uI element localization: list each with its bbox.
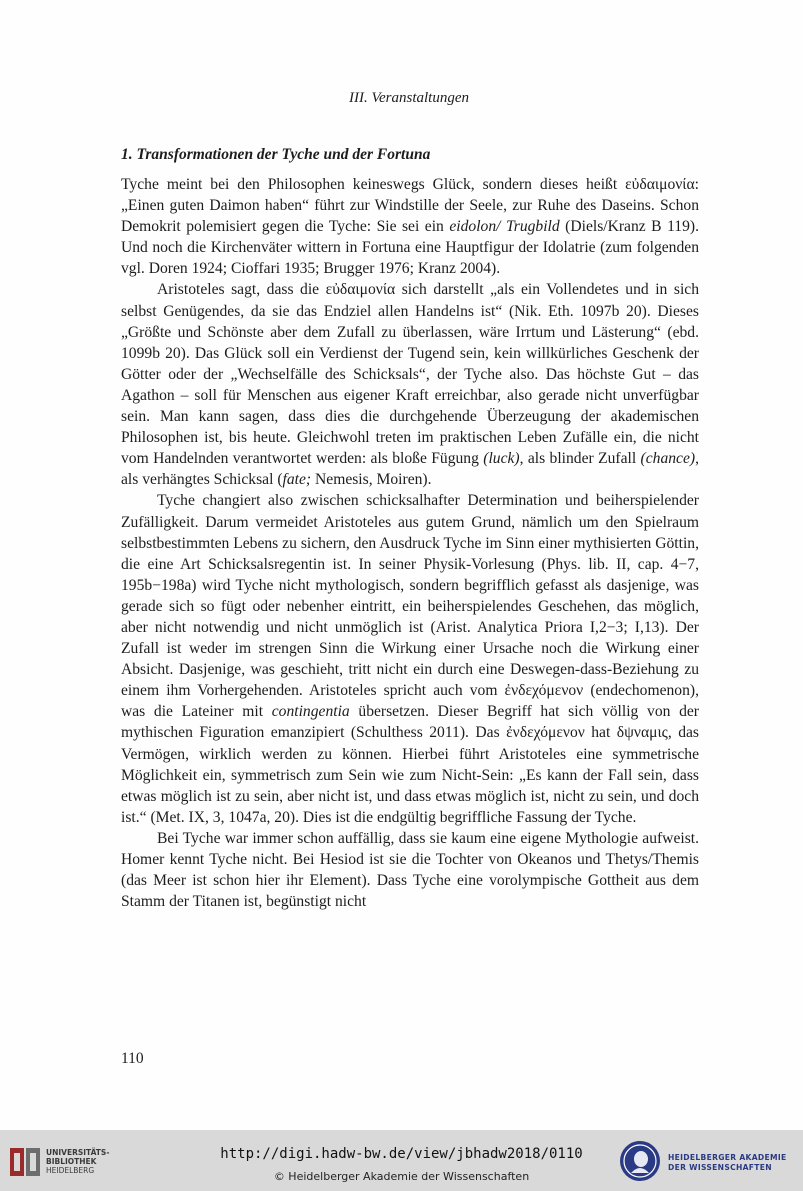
paragraph-text: (Diels/Kranz B 119). Und noch die Kirchenväter wittern in Fortuna eine Hauptfigur der Idolatrie (zum folgenden vgl. Doren 1924; Cioffari 1935; Brugger 1976; Kranz 2004).: [121, 218, 699, 278]
paragraph: [121, 279, 699, 490]
italic-text: contingentia: [271, 703, 350, 721]
running-header: III. Veranstaltungen: [349, 90, 469, 106]
paragraph: [121, 174, 699, 279]
academy-seal-icon: [618, 1139, 662, 1183]
paragraph: [121, 828, 699, 912]
italic-text: fate;: [282, 471, 312, 489]
library-logo-line: UNIVERSITÄTS-: [46, 1148, 110, 1157]
paragraph-text: , als blinder Zufall: [519, 450, 641, 468]
source-url-link[interactable]: http://digi.hadw-bw.de/view/jbhadw2018/0110: [220, 1146, 583, 1162]
italic-text: (chance): [640, 450, 696, 468]
paragraph-text: Tyche meint bei den Philosophen keineswegs Glück, sondern dieses heißt εὐδαιμονία: „Einen guten Daimon haben“ führt zur Windstille der Seele, zur Ruhe des Daseins. Schon Demokrit polemisiert gegen die Tyche: Sie sei ein: [121, 176, 699, 236]
footer-bar: [0, 1130, 803, 1191]
paragraph-text: Bei Tyche war immer schon auffällig, dass sie kaum eine eigene Mythologie aufweist. Homer kennt Tyche nicht. Bei Hesiod ist sie die Tochter von Okeanos und Thetys/Themis (das Meer ist schon hier ihr Element). Dass Tyche eine vorolympische Gottheit aus dem Stamm der Titanen ist, begünstigt nicht: [121, 829, 699, 911]
paragraph-text: Aristoteles sagt, dass die εὐδαιμονία sich darstellt „als ein Vollendetes und in sich selbst Genügendes, da sie das Endziel allen Handelns ist“ (Nik. Eth. 1097b 20). Dieses „Größte und Schönste aber dem Zufall zu überlassen, wäre Irrtum und Lästerung“ (ebd. 1099b 20). Das Glück soll ein Verdienst der Tugend sein, kein willkürliches Geschenk der Götter oder der „Wechselfälle des Schicksals“, der Tyche also. Das höchste Gut – das Agathon – soll für Menschen aus eigener Kraft erreichbar, also gerade nicht unverfügbar sein. Man kann sagen, dass dies die durchgehende Überzeugung der akademischen Philosophen ist, bis heute. Gleichwohl treten im praktischen Leben Zufälle ein, die nicht vom Handelnden verantwortet werden: als bloße Fügung: [121, 281, 699, 468]
academy-logo-line: HEIDELBERGER AKADEMIE: [668, 1153, 787, 1162]
paragraph-text: , als verhängtes Schicksal (: [121, 450, 699, 489]
paragraph-text: Nemesis, Moiren).: [311, 471, 432, 489]
section-heading: 1. Transformationen der Tyche und der Fortuna: [121, 146, 431, 163]
page-number: 110: [121, 1050, 144, 1067]
library-logo-line: HEIDELBERG: [46, 1166, 95, 1175]
paragraph-text: übersetzen. Dieser Begriff hat sich völlig von der mythischen Figuration emanzipiert (Schulthess 2011). Das ἐνδεχόμενον hat δψναμις, das Vermögen, wirklich werden zu können. Hierbei führt Aristoteles eine symmetrische Möglichkeit ein, symmetrisch zum Sein wie zum Nicht-Sein: „Es kann der Fall sein, dass etwas möglich ist zu sein, aber nicht ist, und dass etwas möglich ist, nicht zu sein, und doch ist.“ (Met. IX, 3, 1047a, 20). Dies ist die endgültig begriffliche Fassung der Tyche.: [121, 703, 699, 826]
library-logo-line: BIBLIOTHEK: [46, 1157, 97, 1166]
copyright-notice: © Heidelberger Akademie der Wissenschaften: [273, 1170, 530, 1183]
paragraph: [121, 490, 699, 828]
italic-text: (luck): [483, 450, 520, 468]
italic-text: eidolon/ Trugbild: [449, 218, 560, 236]
academy-logo-line: DER WISSENSCHAFTEN: [668, 1163, 772, 1172]
academy-logo[interactable]: [618, 1139, 798, 1183]
body-text: [121, 174, 699, 912]
paragraph-text: Tyche changiert also zwischen schicksalhafter Determination und beiherspielender Zufälligkeit. Darum vermeidet Aristoteles aus gutem Grund, nämlich um den Spielraum selbstbestimmten Lebens zu sichern, den Ausdruck Tyche im Sinn einer mythisierten Göttin, die eine Art Schicksalsregentin ist. In seiner Physik-Vorlesung (Phys. lib. II, cap. 4−7, 195b−198a) wird Tyche nicht mythologisch, sondern begrifflich gefasst als dasjenige, was gerade sich so fügt oder nebenher eintritt, ein beiherspielendes Geschehen, das möglich, aber nicht notwendig und nicht unmöglich ist (Arist. Analytica Priora I,2−3; I,13). Der Zufall ist weder im strengen Sinn die Wirkung einer Ursache noch die Wirkung einer Absicht. Dasjenige, was geschieht, tritt nicht ein durch eine Deswegen-dass-Beziehung zu einem ihm Vorhergehenden. Aristoteles spricht auch vom ἐνδεχόμενον (endechomenon), was die Lateiner mit: [121, 492, 699, 721]
